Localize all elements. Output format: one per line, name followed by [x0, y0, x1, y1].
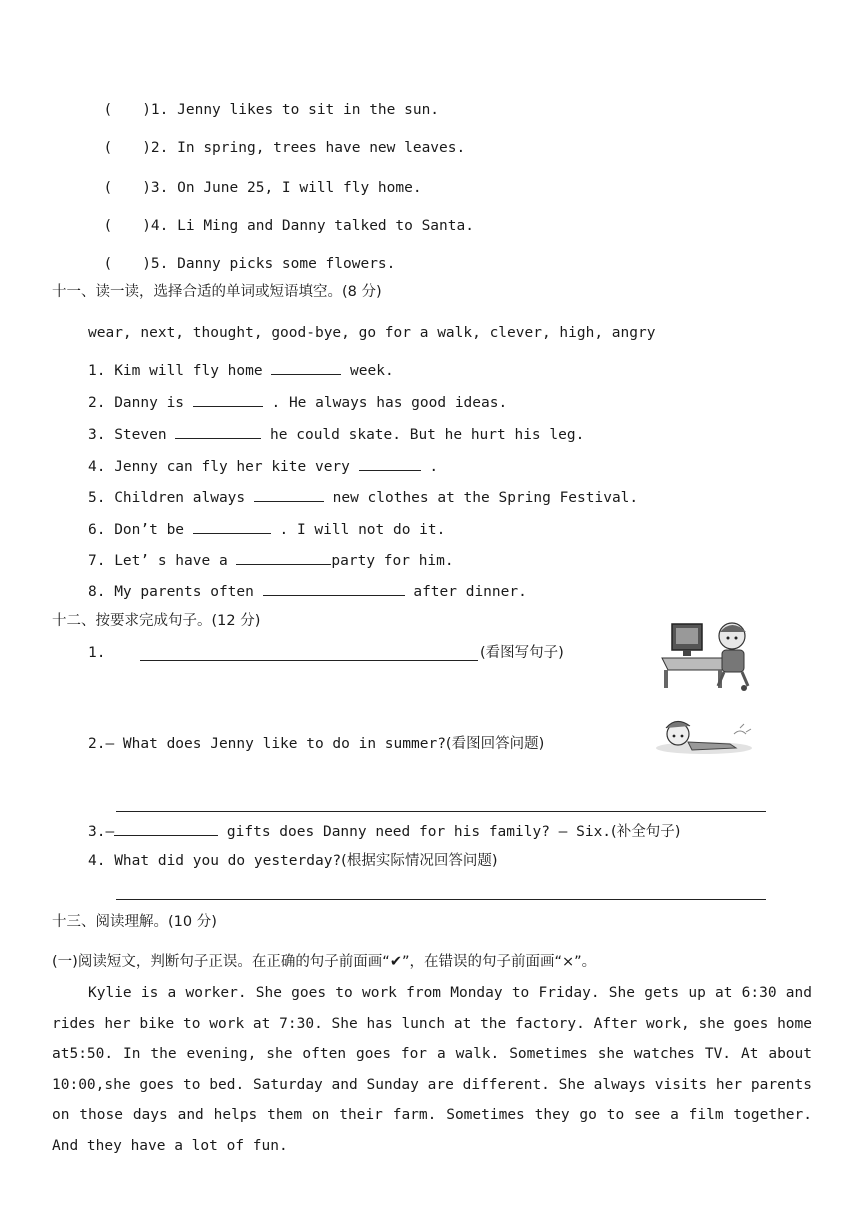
question-text: gifts does Danny need for his family? — Six. [218, 824, 612, 840]
fill-text: . [420, 459, 439, 475]
fill-text: 1. Kim will fly home [88, 363, 272, 379]
fill-blank[interactable] [271, 360, 341, 375]
question-hint: (看图写句子) [480, 645, 564, 661]
fill-text: 6. Don’t be [88, 522, 193, 538]
question-3 [88, 821, 680, 842]
fill-blank[interactable] [114, 821, 218, 836]
reading-passage: Kylie is a worker. She goes to work from Monday to Friday. She gets up at 6:30 and rides her bike to work at 7:30. She has lunch at the factory. After work, she goes home at5:50. In the evening, she often goes for a walk. Sometimes she watches TV. At about 10:00,she goes to bed. Saturday and Sunday are different. She always visits her parents on those days and helps them on their farm. Sometimes they go to see a film together. And they have a lot of fun. [52, 985, 812, 1154]
fill-blank[interactable] [175, 424, 261, 439]
fill-item [88, 519, 445, 540]
fill-item [88, 392, 507, 413]
judge-text: On June 25, I will fly home. [177, 180, 422, 196]
fill-text: 5. Children always [88, 490, 254, 506]
fill-blank[interactable] [359, 456, 421, 471]
fill-text: new clothes at the Spring Festival. [323, 490, 639, 506]
question-number: 1. [88, 645, 106, 661]
fill-text: 2. Danny is [88, 395, 193, 411]
question-text: 3.— [88, 824, 115, 840]
question-hint: (补全句子) [611, 824, 681, 840]
judge-paren: ( [103, 102, 113, 118]
fill-text: 8. My parents often [88, 584, 263, 600]
fill-blank[interactable] [193, 392, 263, 407]
judge-paren: ( [103, 180, 113, 196]
question-1 [88, 643, 105, 663]
judge-text: Li Ming and Danny talked to Santa. [177, 218, 474, 234]
question-4 [88, 851, 498, 871]
fill-text: 3. Steven [88, 427, 176, 443]
judge-number: )2. [142, 140, 169, 156]
judge-item [86, 234, 395, 274]
fill-text: 4. Jenny can fly her kite very [88, 459, 359, 475]
judge-number: )5. [142, 256, 169, 272]
judge-text: Danny picks some flowers. [177, 256, 396, 272]
fill-text: . I will not do it. [270, 522, 446, 538]
fill-item [88, 456, 438, 477]
fill-text: party for him. [331, 553, 454, 569]
question-text: 4. What did you do yesterday? [88, 853, 342, 869]
child-computer-illustration [658, 614, 754, 692]
fill-item [88, 360, 394, 381]
question-2 [88, 734, 544, 754]
fill-text: 7. Let’ s have a [88, 553, 237, 569]
fill-blank[interactable] [193, 519, 271, 534]
jenny-sunbathing-illustration [652, 714, 756, 758]
fill-blank[interactable] [236, 550, 331, 565]
judge-paren: ( [103, 218, 113, 234]
fill-item [88, 487, 638, 508]
fill-text: after dinner. [404, 584, 527, 600]
judge-text: In spring, trees have new leaves. [177, 140, 466, 156]
fill-blank[interactable] [254, 487, 324, 502]
fill-item [88, 581, 527, 602]
judge-item [86, 118, 465, 158]
section-title: 十一、读一读，选择合适的单词或短语填空。(8 分) [52, 284, 382, 300]
judge-paren: ( [103, 256, 113, 272]
judge-number: )1. [142, 102, 169, 118]
question-hint: (根据实际情况回答问题) [341, 853, 498, 869]
fill-item [88, 424, 584, 445]
fill-text: . He always has good ideas. [262, 395, 508, 411]
question-text: 2.— What does Jenny like to do in summer? [88, 736, 446, 752]
judge-number: )4. [142, 218, 169, 234]
section-subtitle: (一)阅读短文，判断句子正误。在正确的句子前面画“✔”，在错误的句子前面画“×”。 [52, 954, 597, 970]
judge-paren: ( [103, 140, 113, 156]
fill-item [88, 550, 454, 571]
fill-text: week. [341, 363, 394, 379]
answer-line[interactable] [140, 660, 478, 661]
word-bank: wear, next, thought, good-bye, go for a walk, clever, high, angry [88, 325, 656, 341]
question-hint: (看图回答问题) [445, 736, 545, 752]
judge-number: )3. [142, 180, 169, 196]
answer-line[interactable] [116, 811, 766, 812]
section-title: 十三、阅读理解。(10 分) [52, 914, 217, 930]
answer-line[interactable] [116, 899, 766, 900]
judge-text: Jenny likes to sit in the sun. [177, 102, 440, 118]
judge-item [86, 158, 422, 198]
fill-text: he could skate. But he hurt his leg. [261, 427, 585, 443]
judge-item [86, 80, 439, 120]
fill-blank[interactable] [263, 581, 405, 596]
judge-item [86, 196, 474, 236]
section-title: 十二、按要求完成句子。(12 分) [52, 613, 261, 629]
